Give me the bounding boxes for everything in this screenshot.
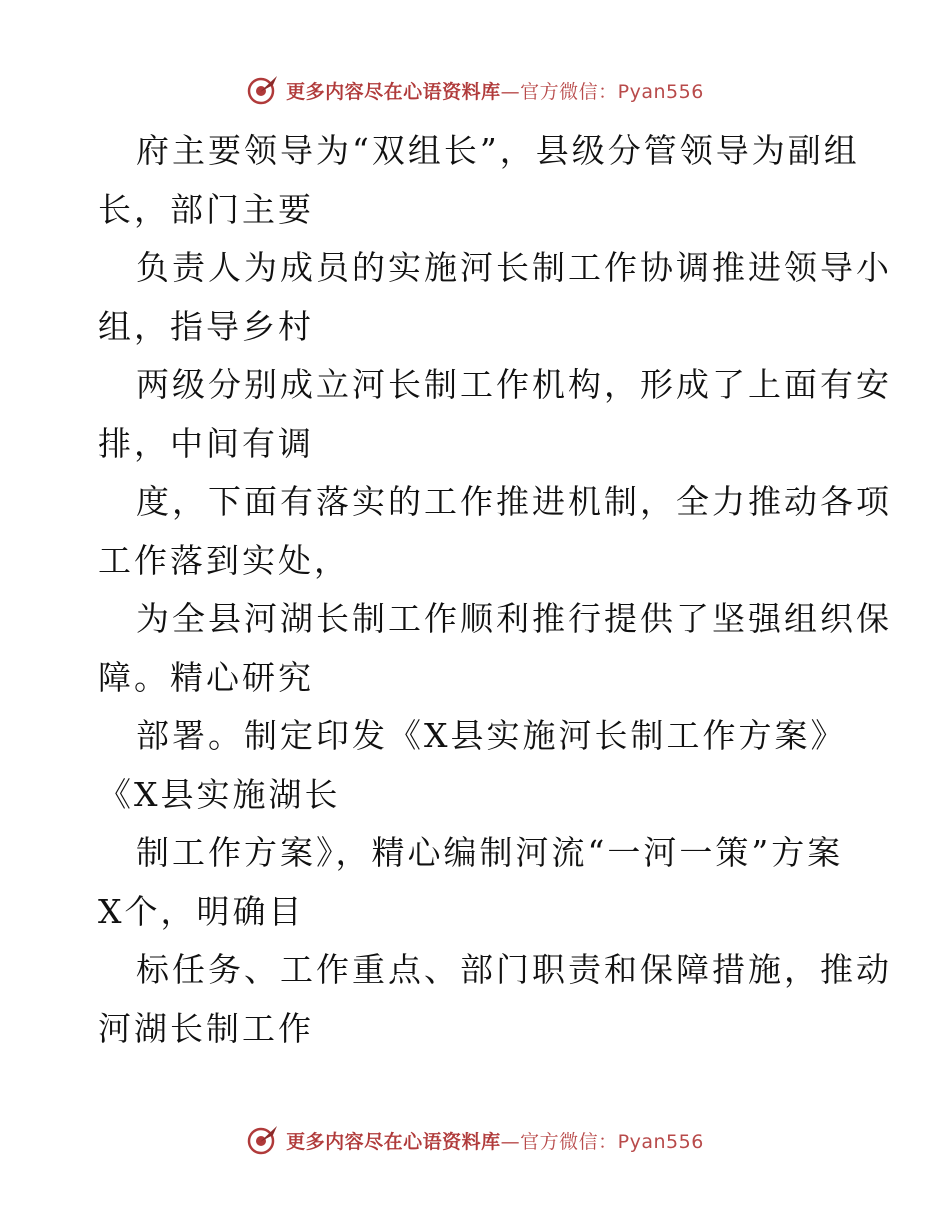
- header-brand-text: 更多内容尽在心语资料库: [286, 80, 501, 103]
- footer-banner: [0, 1120, 950, 1160]
- body-line: 为全县河湖长制工作顺利推行提供了坚强组织保: [136, 599, 892, 638]
- footer-brand-text: 更多内容尽在心语资料库: [286, 1130, 501, 1153]
- header-contact-text: —官方微信：Pyan556: [500, 80, 704, 103]
- body-line: 部署。制定印发《X县实施河长制工作方案》: [136, 716, 847, 755]
- body-line: 负责人为成员的实施河长制工作协调推进领导小: [136, 248, 892, 287]
- body-line: 障。精心研究: [98, 657, 314, 697]
- quill-logo-icon: [246, 1123, 280, 1157]
- body-line: X个，明确目: [98, 891, 305, 931]
- quill-logo-icon: [246, 73, 280, 107]
- document-body: [98, 122, 892, 1058]
- body-line: 《X县实施湖长: [98, 774, 341, 814]
- header-banner: [0, 70, 950, 110]
- body-line: 制工作方案》，精心编制河流“一河一策”方案: [136, 833, 844, 872]
- footer-banner-text: [286, 1127, 704, 1154]
- body-line: 长，部门主要: [98, 189, 314, 229]
- body-line: 两级分别成立河长制工作机构，形成了上面有安: [136, 365, 892, 404]
- body-line: 标任务、工作重点、部门职责和保障措施，推动: [136, 950, 892, 989]
- header-banner-text: [286, 77, 704, 104]
- body-line: 度，下面有落实的工作推进机制，全力推动各项: [136, 482, 892, 521]
- body-line: 府主要领导为“双组长”，县级分管领导为副组: [136, 131, 860, 170]
- footer-contact-text: —官方微信：Pyan556: [500, 1130, 704, 1153]
- body-line: 组，指导乡村: [98, 306, 314, 346]
- body-line: 工作落到实处，: [98, 540, 350, 580]
- body-line: 排，中间有调: [98, 423, 314, 463]
- body-line: 河湖长制工作: [98, 1008, 314, 1048]
